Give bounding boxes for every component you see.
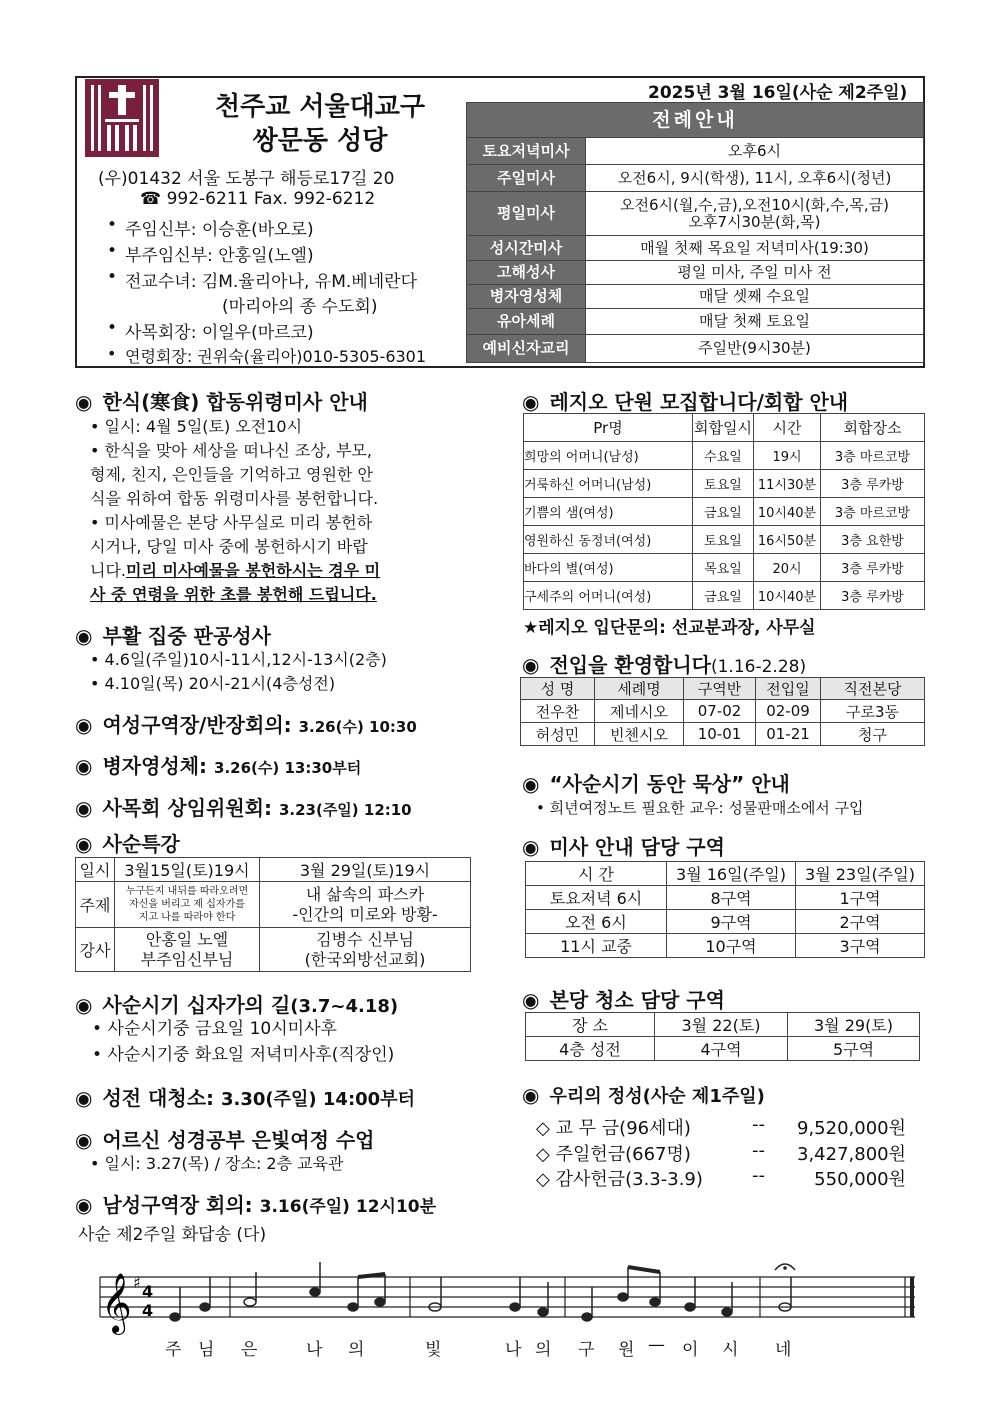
- cell: 11시30분: [754, 470, 821, 498]
- meditation-line: • 희년여정노트 필요한 교우: 성물판매소에서 구입: [536, 799, 864, 817]
- cell: 금요일: [693, 582, 754, 610]
- section-title: 여성구역장/반장회의:: [102, 713, 292, 737]
- offering-label: ◇ 주일헌금(667명): [536, 1144, 691, 1165]
- section-title: 부활 집중 판공성사: [102, 624, 271, 648]
- section-meditation: [522, 768, 790, 797]
- section-men-meeting: [75, 1189, 436, 1218]
- cell: 02-09: [756, 700, 821, 723]
- mass-guide-table: [525, 861, 925, 958]
- table-row: [524, 442, 925, 470]
- cell: 목요일: [693, 554, 754, 582]
- liturgy-value: [586, 192, 924, 236]
- welcome-header: 성 명: [521, 678, 595, 700]
- svg-text:𝄞: 𝄞: [101, 1273, 132, 1333]
- legio-header: 회합일시: [693, 414, 754, 442]
- cell: 빈첸시오: [595, 723, 684, 746]
- hansik-note: 사 중 연령을 위한 초를 봉헌해 드립니다.: [90, 585, 377, 604]
- clean-area-header: 3월 22(토): [655, 1013, 788, 1037]
- liturgy-label: 유아세례: [467, 309, 586, 335]
- legio-header: 회합장소: [821, 414, 925, 442]
- section-cleaning: [75, 1082, 415, 1111]
- lyric-syllable: —: [648, 1335, 665, 1355]
- topic-line: -인간의 미로와 방황-: [292, 904, 438, 924]
- liturgy-value: 오전6시, 9시(학생), 11시, 오후6시(청년): [586, 165, 924, 192]
- cell: 1구역: [796, 886, 925, 910]
- cell: 3층 마르코방: [821, 498, 925, 526]
- lyric-syllable: 나: [306, 1340, 323, 1360]
- section-title: 성전 대청소:: [102, 1086, 215, 1110]
- lyric-syllable: 주: [165, 1340, 182, 1360]
- liturgy-value: 매달 첫째 토요일: [586, 309, 924, 335]
- bullet-circle-icon: ◉: [75, 624, 93, 648]
- legio-header: 시간: [754, 414, 821, 442]
- cell: 10시40분: [754, 582, 821, 610]
- bullet-circle-icon: ◉: [75, 1086, 93, 1110]
- offering-amount: 9,520,000원: [797, 1118, 906, 1139]
- legio-header: Pr명: [524, 414, 693, 442]
- offering-label: ◇ 교 무 금(96세대): [536, 1118, 691, 1139]
- liturgy-label: 토요저녁미사: [467, 138, 586, 165]
- svg-text:♯: ♯: [133, 1273, 141, 1292]
- staff-assistant: • 부주임신부: 안홍일(노엘): [125, 241, 314, 266]
- cell: 전우찬: [521, 700, 595, 723]
- liturgy-value: 주일반(9시30분): [586, 335, 924, 363]
- cell: 4구역: [655, 1037, 788, 1061]
- lyric-syllable: 구: [578, 1340, 595, 1360]
- cell: 주제: [76, 882, 115, 928]
- cell: 제네시오: [595, 700, 684, 723]
- section-sub: 3.16(주일) 12시10분: [259, 1197, 437, 1217]
- lecture-table: [75, 857, 471, 972]
- section-title: 사목회 상임위원회:: [102, 796, 272, 820]
- table-row: [524, 582, 925, 610]
- liturgy-label: 주일미사: [467, 165, 586, 192]
- cell: 10시40분: [754, 498, 821, 526]
- speaker-line: 부주임신부님: [140, 949, 234, 969]
- liturgy-label: 예비신자교리: [467, 335, 586, 363]
- stations-line: • 사순시기중 화요일 저녁미사후(직장인): [92, 1045, 395, 1065]
- confession-line: • 4.6일(주일)10시-11시,12시-13시(2층): [90, 650, 387, 669]
- bullet-circle-icon: ◉: [522, 772, 540, 796]
- bullet-circle-icon: ◉: [75, 1128, 93, 1152]
- section-title: 사순시기 십자가의 길: [102, 993, 291, 1017]
- phone: ☎ 992-6211 Fax. 992-6212: [140, 189, 376, 209]
- section-sick-communion: [75, 750, 361, 779]
- speaker-line: 김병수 신부님: [316, 929, 414, 949]
- cell: 8구역: [667, 886, 796, 910]
- cell: 토요일: [693, 526, 754, 554]
- cell: 2구역: [796, 910, 925, 934]
- cell: 토요일: [693, 470, 754, 498]
- music-staff: [95, 1262, 920, 1342]
- section-women-meeting: [75, 709, 417, 738]
- cell: 07-02: [684, 700, 756, 723]
- liturgy-label: 성시간미사: [467, 236, 586, 261]
- bullet-circle-icon: ◉: [522, 390, 540, 414]
- cell: 3구역: [796, 934, 925, 958]
- section-lecture: [75, 828, 180, 857]
- bullet-circle-icon: ◉: [75, 1193, 93, 1217]
- section-stations: [75, 989, 398, 1018]
- section-sub: (1.16-2.28): [710, 657, 807, 677]
- mass-guide-header: 3월 23일(주일): [796, 862, 925, 886]
- table-row: [526, 1037, 920, 1061]
- cell: 3층 마르코방: [821, 442, 925, 470]
- weekday-mass-evening: 오후7시30분(화,목): [688, 212, 821, 231]
- cell: 기쁨의 샘(여성): [524, 498, 693, 526]
- clean-area-header: 장 소: [526, 1013, 655, 1037]
- cell: 오전 6시: [526, 910, 667, 934]
- hansik-line-with-note: [90, 559, 380, 583]
- bullet-circle-icon: ◉: [522, 835, 540, 859]
- cell: 5구역: [788, 1037, 920, 1061]
- staff-pastor: • 주임신부: 이승훈(바오로): [125, 215, 314, 240]
- clean-area-table: [525, 1012, 920, 1061]
- cell: 3월 29일(토)19시: [260, 858, 471, 882]
- liturgy-title: 전례안내: [467, 103, 924, 138]
- lyric-syllable: 은: [241, 1340, 258, 1360]
- issue-date: 2025년 3월 16일(사순 제2주일): [648, 83, 908, 103]
- legio-table: [523, 413, 925, 610]
- liturgy-label: 고해성사: [467, 261, 586, 285]
- hansik-date: • 일시: 4월 5일(토) 오전10시: [90, 417, 303, 436]
- lyric-syllable: 빛: [425, 1340, 442, 1360]
- hansik-line: 니다.: [90, 561, 126, 580]
- liturgy-value: 평일 미사, 주일 미사 전: [586, 261, 924, 285]
- welcome-header: 전입일: [756, 678, 821, 700]
- staff-memorial-president: • 연령회장: 권위숙(율리아)010-5305-6301: [125, 344, 426, 367]
- cell: 희망의 어머니(남성): [524, 442, 693, 470]
- section-sub: 3.30(주일) 14:00부터: [220, 1089, 415, 1110]
- cell: 거룩하신 어머니(남성): [524, 470, 693, 498]
- section-confession: [75, 620, 271, 649]
- church-name: 쌍문동 성당: [252, 126, 388, 156]
- cell: 19시: [754, 442, 821, 470]
- bullet-circle-icon: ◉: [75, 713, 93, 737]
- offering-dash: --: [752, 1114, 765, 1135]
- lyric-syllable: 원: [618, 1340, 635, 1360]
- liturgy-table: [466, 102, 924, 363]
- cell: 3월15일(토)19시: [115, 858, 260, 882]
- bullet-circle-icon: ◉: [75, 832, 93, 856]
- cell: [115, 882, 260, 928]
- lyric-syllable: 나: [505, 1340, 522, 1360]
- section-title: 본당 청소 담당 구역: [549, 988, 725, 1012]
- stations-line: • 사순시기중 금요일 10시미사후: [92, 1019, 337, 1039]
- offering-amount: 550,000원: [814, 1169, 906, 1190]
- cell: 구세주의 어머니(여성): [524, 582, 693, 610]
- cell: [260, 882, 471, 928]
- cell: 3층 요한방: [821, 526, 925, 554]
- liturgy-label: 평일미사: [467, 192, 586, 236]
- section-legio: [522, 386, 848, 415]
- mass-guide-header: 3월 16일(주일): [667, 862, 796, 886]
- section-welcome: [522, 649, 806, 678]
- lyric-syllable: 네: [775, 1340, 792, 1360]
- clean-area-header: 3월 29(토): [788, 1013, 920, 1037]
- section-council: [75, 792, 412, 821]
- hansik-line: 형제, 친지, 은인들을 기억하고 영원한 안: [90, 465, 373, 484]
- cell: 20시: [754, 554, 821, 582]
- bullet-circle-icon: ◉: [75, 796, 93, 820]
- section-title: 우리의 정성(사순 제1주일): [549, 1086, 765, 1107]
- cell: 토요저녁 6시: [526, 886, 667, 910]
- liturgy-value: 매달 셋째 수요일: [586, 285, 924, 309]
- cell: 16시50분: [754, 526, 821, 554]
- confession-line: • 4.10일(목) 20시-21시(4층성전): [90, 674, 336, 693]
- mass-guide-header: 시 간: [526, 862, 667, 886]
- section-title: 한식(寒食) 합동위령미사 안내: [102, 390, 368, 414]
- welcome-table: [520, 677, 925, 746]
- offering-dash: --: [752, 1165, 765, 1186]
- lyric-syllable: 의: [348, 1340, 365, 1360]
- section-title: 사순특강: [102, 832, 180, 856]
- bullet-circle-icon: ◉: [522, 1083, 540, 1107]
- table-row: [521, 700, 925, 723]
- bible-line: • 일시: 3.27(목) / 장소: 2층 교육관: [90, 1154, 344, 1173]
- topic-line: 지고 나를 따라야 한다: [138, 912, 236, 923]
- cell: 금요일: [693, 498, 754, 526]
- church-logo-icon: [85, 79, 159, 157]
- weekday-mass-morning: 오전6시(월,수,금),오전10시(화,수,목,금): [619, 195, 890, 214]
- address: (우)01432 서울 도봉구 해등로17길 20: [98, 169, 395, 189]
- bullet-circle-icon: ◉: [75, 993, 93, 1017]
- liturgy-value: 매월 첫째 목요일 저녁미사(19:30): [586, 236, 924, 261]
- cell: 9구역: [667, 910, 796, 934]
- bullet-circle-icon: ◉: [75, 754, 93, 778]
- hansik-line: 식을 위하여 합동 위령미사를 봉헌합니다.: [90, 489, 379, 508]
- section-title: 미사 안내 담당 구역: [549, 835, 725, 859]
- legio-note: ★레지오 입단문의: 선교분과장, 사무실: [523, 618, 816, 638]
- speaker-line: 안홍일 노엘: [145, 929, 229, 949]
- cell: 허성민: [521, 723, 595, 746]
- diocese-name: 천주교 서울대교구: [215, 92, 425, 122]
- topic-line: 자신을 버리고 제 십자가를: [129, 899, 245, 910]
- section-bible: [75, 1124, 375, 1153]
- welcome-header: 구역반: [684, 678, 756, 700]
- section-sub: 3.26(수) 13:30부터: [214, 759, 362, 777]
- section-sub: 3.23(주일) 12:10: [278, 801, 412, 819]
- cell: 10구역: [667, 934, 796, 958]
- svg-text:4: 4: [142, 1282, 154, 1301]
- lyric-syllable: 이: [682, 1340, 699, 1360]
- lyric-syllable: 의: [535, 1340, 552, 1360]
- bullet-circle-icon: ◉: [522, 653, 540, 677]
- section-sub: (3.7~4.18): [290, 996, 399, 1017]
- section-title: 전입을 환영합니다: [549, 653, 711, 677]
- section-hansik: [75, 386, 368, 415]
- cell: 바다의 별(여성): [524, 554, 693, 582]
- section-title: 어르신 성경공부 은빛여정 수업: [102, 1128, 375, 1152]
- section-clean-area: [522, 984, 725, 1013]
- offering-amount: 3,427,800원: [797, 1144, 906, 1165]
- cell: 3층 루카방: [821, 554, 925, 582]
- cell: 구로3동: [821, 700, 925, 723]
- hansik-line: • 한식을 맞아 세상을 떠나신 조상, 부모,: [90, 441, 372, 460]
- bullet-circle-icon: ◉: [522, 988, 540, 1012]
- cell: 10-01: [684, 723, 756, 746]
- cell: 01-21: [756, 723, 821, 746]
- table-row: [524, 470, 925, 498]
- table-row: [524, 526, 925, 554]
- cell: 3층 루카방: [821, 470, 925, 498]
- cell: 영원하신 동정녀(여성): [524, 526, 693, 554]
- welcome-header: 직전본당: [821, 678, 925, 700]
- table-row: [526, 886, 925, 910]
- hansik-line: • 미사예물은 본당 사무실로 미리 봉헌하: [90, 513, 373, 532]
- lyric-syllable: 시: [722, 1340, 739, 1360]
- staff-sisters-order: (마리아의 종 수도회): [222, 297, 378, 317]
- topic-line: 내 삶속의 파스카: [305, 884, 425, 904]
- table-row: [521, 723, 925, 746]
- cell: 청구: [821, 723, 925, 746]
- section-sub: 3.26(수) 10:30: [298, 718, 417, 736]
- section-mass-guide: [522, 831, 725, 860]
- section-title: “사순시기 동안 묵상” 안내: [549, 772, 790, 796]
- staff-council-president: • 사목회장: 이일우(마르코): [125, 318, 314, 343]
- welcome-header: 세례명: [595, 678, 684, 700]
- table-row: [526, 910, 925, 934]
- cell: [115, 928, 260, 972]
- cell: 4층 성전: [526, 1037, 655, 1061]
- table-row: [526, 934, 925, 958]
- table-row: [524, 498, 925, 526]
- cell: 강사: [76, 928, 115, 972]
- table-row: [524, 554, 925, 582]
- offering-dash: --: [752, 1140, 765, 1161]
- section-offering: [522, 1082, 765, 1108]
- lyric-syllable: 님: [198, 1340, 215, 1360]
- cell: 3층 루카방: [821, 582, 925, 610]
- psalm-title: 사순 제2주일 화답송 (다): [78, 1225, 267, 1245]
- cell: 11시 교중: [526, 934, 667, 958]
- speaker-line: (한국외방선교회): [304, 949, 426, 969]
- bullet-circle-icon: ◉: [75, 390, 93, 414]
- liturgy-label: 병자영성체: [467, 285, 586, 309]
- cell: 일시: [76, 858, 115, 882]
- section-title: 병자영성체:: [102, 754, 208, 778]
- section-title: 남성구역장 회의:: [102, 1193, 253, 1217]
- hansik-note: 미리 미사예물을 봉헌하시는 경우 미: [126, 561, 381, 580]
- cell: [260, 928, 471, 972]
- offering-label: ◇ 감사헌금(3.3-3.9): [536, 1169, 703, 1190]
- staff-sisters: • 전교수녀: 김M.율리아나, 유M.베네란다: [125, 267, 417, 292]
- cell: 수요일: [693, 442, 754, 470]
- hansik-note-line: [90, 583, 377, 607]
- section-title: 레지오 단원 모집합니다/회합 안내: [549, 390, 849, 414]
- hansik-line: 시거나, 당일 미사 중에 봉헌하시기 바랍: [90, 537, 368, 556]
- liturgy-value: 오후6시: [586, 138, 924, 165]
- svg-text:4: 4: [142, 1301, 154, 1320]
- topic-line: 누구든지 내뒤를 따라오려면: [125, 886, 249, 897]
